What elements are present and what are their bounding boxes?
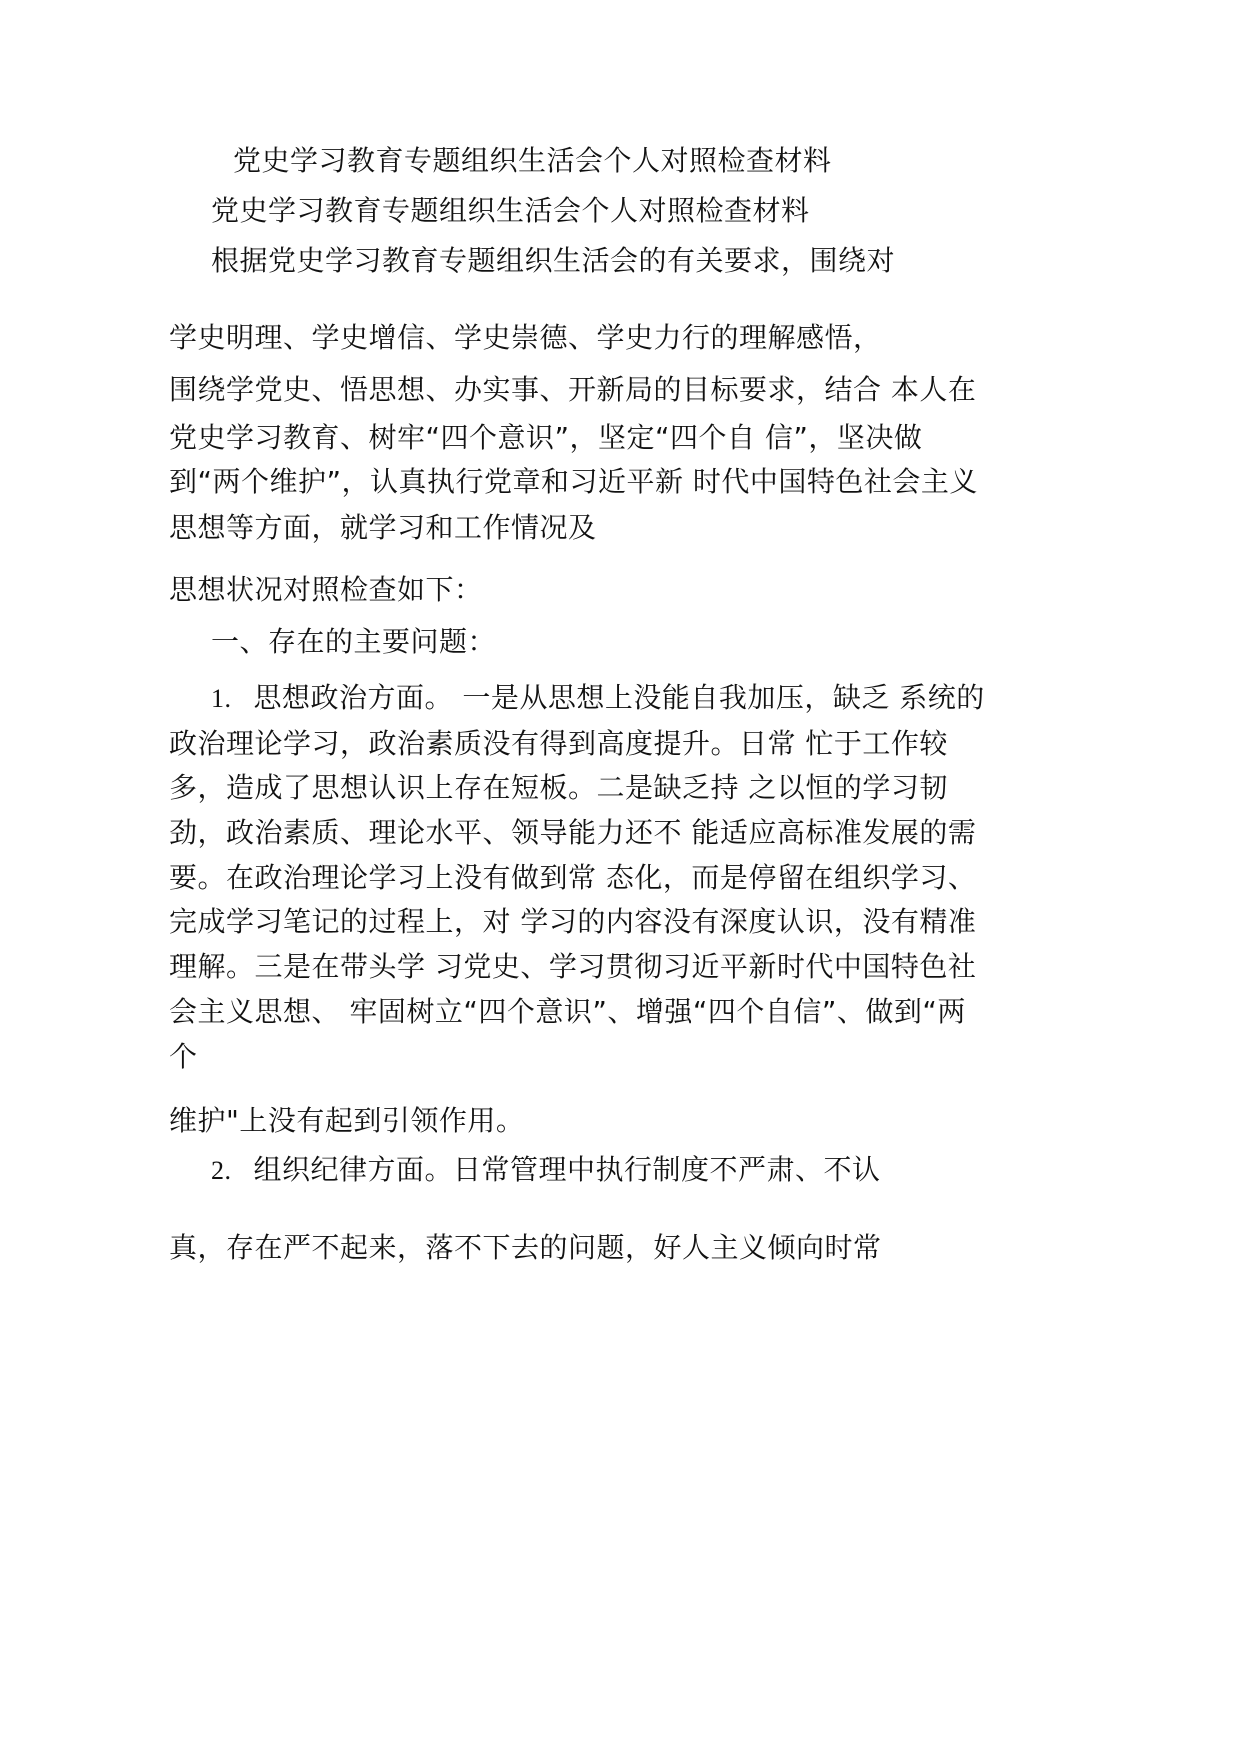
paragraph-line: 党史学习教育、树牢“四个意识”，坚定“四个自 信”，坚决做	[169, 421, 923, 454]
paragraph-line: 学史明理、学史增信、学史崇德、学史力行的理解感悟，	[169, 321, 882, 354]
paragraph-line: 劲，政治素质、理论水平、领导能力还不 能适应高标准发展的需	[169, 816, 977, 849]
document-subtitle: 党史学习教育专题组织生活会个人对照检查材料	[211, 194, 810, 227]
paragraph-line: 理解。三是在带头学 习党史、学习贯彻习近平新时代中国特色社	[169, 950, 977, 983]
paragraph-line: 多，造成了思想认识上存在短板。二是缺乏持 之以恒的学习韧	[169, 771, 948, 804]
paragraph-line: 完成学习笔记的过程上，对 学习的内容没有深度认识，没有精准	[169, 905, 977, 938]
paragraph-line: 思想状况对照检查如下：	[169, 573, 483, 606]
list-item-1	[211, 680, 985, 717]
paragraph-line: 会主义思想、 牢固树立“四个意识”、增强“四个自信”、做到“两	[169, 995, 966, 1028]
paragraph-line: 政治理论学习，政治素质没有得到高度提升。日常 忙于工作较	[169, 727, 948, 760]
paragraph-line: 思想等方面，就学习和工作情况及	[169, 511, 597, 544]
paragraph-line: 根据党史学习教育专题组织生活会的有关要求，围绕对	[211, 244, 896, 277]
paragraph-line: 维护"上没有起到引领作用。	[169, 1104, 525, 1137]
paragraph-line: 真，存在严不起来，落不下去的问题，好人主义倾向时常	[169, 1231, 882, 1264]
paragraph-line: 个	[169, 1040, 198, 1073]
paragraph-line: 要。在政治理论学习上没有做到常 态化，而是停留在组织学习、	[169, 861, 977, 894]
list-item-text: 思想政治方面。 一是从思想上没能自我加压，缺乏 系统的	[253, 681, 985, 714]
document-title: 党史学习教育专题组织生活会个人对照检查材料	[233, 144, 832, 177]
item-number: 2.	[211, 1156, 232, 1185]
item-number: 1.	[211, 684, 232, 713]
paragraph-line: 到“两个维护”，认真执行党章和习近平新 时代中国特色社会主义	[169, 465, 978, 498]
section-heading: 一、存在的主要问题：	[211, 625, 497, 658]
list-item-text: 组织纪律方面。日常管理中执行制度不严肃、不认	[253, 1153, 881, 1186]
paragraph-line: 围绕学党史、悟思想、办实事、开新局的目标要求，结合 本人在	[169, 373, 977, 406]
list-item-2	[211, 1152, 881, 1189]
